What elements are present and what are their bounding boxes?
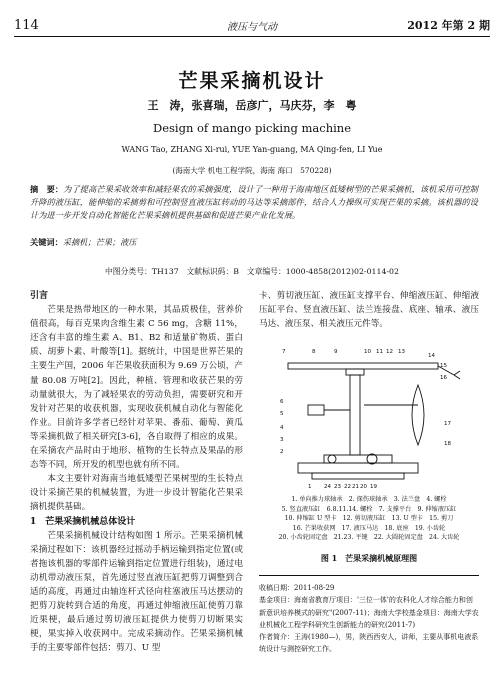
keywords-label: 关键词： <box>30 237 63 247</box>
callout-23: 23 <box>334 484 341 490</box>
legend-line: 5. 竖直液压缸 6.8.11.14. 螺栓 7. 支撑平台 9. 伸缩液压缸 <box>281 505 457 513</box>
callout-21: 21 <box>352 484 359 490</box>
legend-line: 20. 小齿轮固定盘 21.23. 平键 22. 大圆轮固定盘 24. 大齿轮 <box>278 534 460 542</box>
received-date: 收稿日期：2011-08-29 <box>259 584 335 592</box>
left-column <box>30 289 243 655</box>
authors-en: WANG Tao, ZHANG Xi-rui, YUE Yan-guang, MA Qing-fen, LI Yue <box>121 145 383 154</box>
callout-3: 3 <box>280 437 284 443</box>
callout-9: 9 <box>334 349 338 355</box>
small-gear <box>328 455 336 463</box>
keywords <box>30 237 478 248</box>
author-bio: 作者简介：王涛(1980—)，男，陕西西安人，讲师，主要从事机电液系统设计与测控研究工作。 <box>259 633 479 654</box>
authors: 王 涛，张喜瑞，岳彦广，马庆芬，李 粤 <box>147 99 357 112</box>
issue-info: 2012 年第 2 期 <box>407 19 490 32</box>
callout-11: 11 <box>376 349 383 355</box>
callout-2: 2 <box>280 449 284 455</box>
abstract-text: 为了提高芒果采收效率和减轻果农的采摘强度，设计了一种用于海南地区低矮树型的芒果采摘机，该机采用可控制升降的液压缸，能伸缩的采摘剪和可控制竖直液压缸转动的马达等采摘部件，结合人力操纵可实现芒果的采摘。该机器的设计为进一步开发自动化智能化芒果采摘机提供基础和促进芒果产业化发展。 <box>30 184 478 220</box>
abstract-label: 摘 要： <box>30 184 64 194</box>
right-column <box>259 289 479 331</box>
base-platform <box>298 463 418 473</box>
journal-name: 液压与气动 <box>227 22 277 33</box>
callout-14: 14 <box>428 353 435 359</box>
page-number: 114 <box>14 18 39 33</box>
running-header <box>14 14 490 37</box>
hydraulic-motor <box>308 405 324 415</box>
callout-18: 18 <box>444 441 451 447</box>
intro-paragraph-2: 本文主要针对海南当地低矮型芒果树型的生长特点设计采摘芒果的机械装置，为进一步设计智能化芒果采摘机提供基础。 <box>30 474 243 513</box>
keywords-text: 采摘机；芒果；液压 <box>62 237 137 247</box>
footnote-rule <box>259 575 479 576</box>
legend-line: 10. 伸缩缸 U 型卡 12. 剪切液压缸 13. U 型卡 15. 剪刀 <box>284 515 454 523</box>
legend-line: 16. 芒果收获网 17. 液压马达 18. 底座 19. 小齿轮 <box>292 524 446 532</box>
intro-heading: 引言 <box>30 291 49 301</box>
callout-13: 13 <box>398 349 405 355</box>
harvest-net <box>412 385 424 445</box>
telescopic-cylinder <box>288 363 438 369</box>
callout-12: 12 <box>386 349 393 355</box>
right-paragraph-1: 卡、剪切液压缸、液压缸支撑平台、伸缩液压缸、伸缩液压缸平台、竖直液压缸、法兰连接盘、底座、轴承、液压马达、液压泵、相关液压元件等。 <box>259 291 479 330</box>
callout-19: 19 <box>370 484 377 490</box>
legend-line: 1. 单向推力球轴承 2. 探伤球轴承 3. 法兰盘 4. 螺栓 <box>291 496 447 503</box>
figure-legend <box>259 495 479 543</box>
callout-10: 10 <box>364 349 371 355</box>
callout-5: 5 <box>280 411 284 417</box>
large-gear <box>367 454 377 464</box>
paper-title: 芒果采摘机设计 <box>178 70 326 92</box>
support-platform <box>346 369 364 375</box>
callout-15: 15 <box>440 363 447 369</box>
callout-layer <box>280 349 451 490</box>
callout-20: 20 <box>360 484 367 490</box>
callout-8: 8 <box>312 349 316 355</box>
section-heading-1: 1 芒果采摘机械总体设计 <box>30 516 136 527</box>
scissor-blades <box>454 371 460 379</box>
footnotes <box>259 582 479 656</box>
callout-4: 4 <box>280 425 284 431</box>
classification-line: 中图分类号：TH137 文献标识码：B 文章编号：1000-4858(2012)02-0114-02 <box>105 267 399 276</box>
callout-24: 24 <box>324 484 331 490</box>
affiliation: (海南大学 机电工程学院，海南 海口 570228) <box>172 166 332 175</box>
section-paragraph-1: 芒果采摘机械设计结构如图 1 所示。芒果采摘机械采摘过程如下：该机器经过摇动手柄运输到指定位置(或者拖该机器的零部件运输到指定位置进行组装)，通过电动机带动液压泵，首先通过竖直液压缸把剪刀调整到合适的高度，再通过由轴连杆式径向柱塞液压马达摆动的把剪刀旋转到合适的角度，再通过伸缩液压缸使剪刀靠近果梗，最后通过剪切液压缸提供力使剪刀切断果实梗，果实掉入收获网中。完成采摘动作。芒果采摘机械手的主要零部件包括：剪刀、U 型 <box>30 530 243 654</box>
figure-caption: 图 1 芒果采摘机械原理图 <box>320 553 418 563</box>
intro-paragraph-1: 芒果是热带地区的一种水果，其品质极佳，营养价值很高，每百克果肉含维生素 C 56 mg，含糖 11%，还含有丰富的维生素 A、B1、B2 和适量矿物质、蛋白质、胡萝卜素、叶酸等[1]。据统计，中国是世界芒果的主要生产国，2006 年芒果收获面积为 9.69 万公顷，产量 80.08 万吨[2]。因此，种植、管理和收获芒果的劳动量就很大，为了减轻果农的劳动负担，需要研究和开发针对芒果的收获机器，实现收获机械自动化与智能化作业。目前许多学者已经针对苹果、番茄、葡萄、黄瓜等采摘机做了相关研究[3-6]，各自取得了相应的成果。在采摘农产品时由于地形、植物的生长特点及果品的形态等不同，所开发的机型也就有所不同。 <box>30 305 243 471</box>
fund-note: 基金项目：海南省教育厅项目：'三位一体'的农科化人才综合能力和创新意识培养模式的研究"(2007-11)；海南大学校基金项目：海南大学农业机械化工程学科研究生创新能力的研究(2011-7) <box>259 596 479 629</box>
callout-7: 7 <box>282 349 286 355</box>
abstract <box>30 183 478 222</box>
callout-22: 22 <box>344 484 351 490</box>
paper-title-en: Design of mango picking machine <box>152 121 352 135</box>
machine-schematic <box>268 345 468 491</box>
callout-6: 6 <box>280 399 284 405</box>
callout-17: 17 <box>444 421 451 427</box>
vertical-cylinder <box>350 375 360 455</box>
base-foot <box>312 473 404 479</box>
callout-16: 16 <box>440 375 447 381</box>
callout-1: 1 <box>308 484 312 490</box>
